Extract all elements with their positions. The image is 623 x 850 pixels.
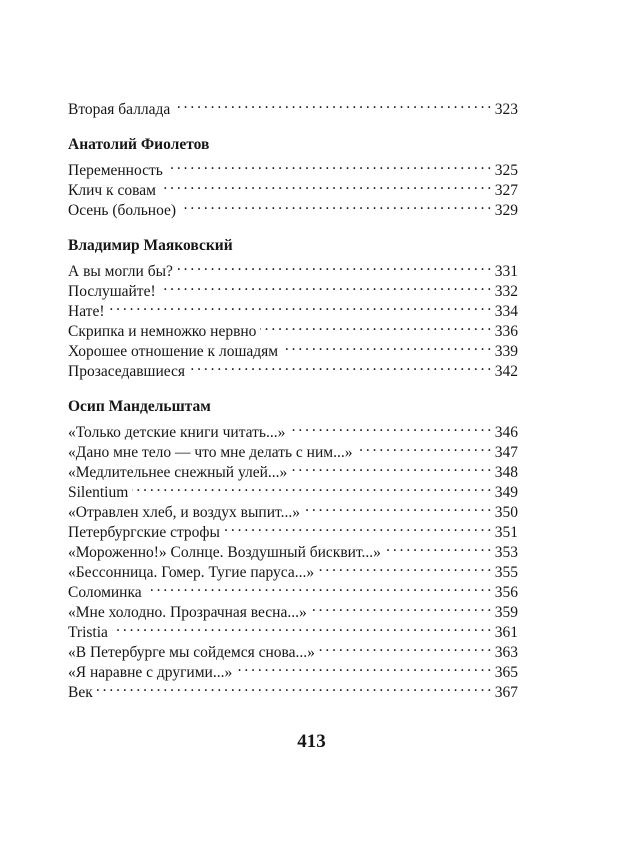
toc-entry-title: Хорошее отношение к лошадям [68,343,279,360]
toc-entry-page: 350 [494,504,518,521]
dot-leader [311,597,491,617]
toc-entry-title: Осень (больное) [68,202,177,219]
toc-entry-page: 365 [494,664,518,681]
toc-entry [68,155,518,179]
toc-entry-page: 361 [494,624,518,641]
dot-leader [282,336,491,356]
toc-entry-title: Клич к совам [68,182,156,199]
toc-entry-title: «Отравлен хлеб, и воздух выпит...» [68,504,300,521]
dot-leader [174,94,490,114]
table-of-contents [68,94,518,701]
toc-entry-page: 325 [494,162,518,179]
dot-leader [132,477,490,497]
dot-leader [112,617,491,637]
toc-entry-title: «Бессонница. Гомер. Тугие паруса...» [68,564,315,581]
dot-leader [291,457,490,477]
toc-entry [68,256,518,280]
toc-entry [68,296,518,320]
toc-entry-page: 363 [494,644,518,661]
toc-entry-title: Петербургские строфы [68,524,220,541]
dot-leader [167,155,491,175]
toc-entry-title: Послушайте! [68,283,156,300]
toc-entry-page: 339 [494,343,518,360]
toc-entry-page: 349 [494,484,518,501]
toc-entry-page: 355 [494,564,518,581]
toc-entry-page: 332 [494,283,518,300]
dot-leader [236,657,491,677]
dot-leader [109,296,491,316]
dot-leader [304,497,491,517]
toc-entry [68,417,518,441]
toc-entry [68,617,518,641]
toc-entry-title: Скрипка и немножко нервно [68,323,257,340]
toc-section [68,94,518,118]
toc-entry-title: Silentium [68,484,129,501]
toc-section [68,135,518,219]
toc-entry-page: 331 [494,263,518,280]
toc-entry [68,94,518,118]
toc-entry [68,477,518,501]
toc-entry [68,637,518,661]
toc-entry-page: 334 [494,303,518,320]
toc-entry-page: 351 [494,524,518,541]
toc-entry-title: Прозаседавшиеся [68,363,186,380]
dot-leader [318,557,491,577]
toc-entry-title: Век [68,684,93,701]
dot-leader [180,195,491,215]
toc-entry-title: «Только детские книги читать...» [68,424,286,441]
toc-section [68,397,518,701]
toc-entry-title: «Я наравне с другими...» [68,664,233,681]
toc-entry-page: 342 [494,363,518,380]
toc-entry-page: 367 [494,684,518,701]
toc-entry-title: Tristia [68,624,108,641]
toc-entry-title: «Мороженно!» Солнце. Воздушный бисквит...» [68,544,381,561]
dot-leader [385,537,491,557]
toc-entry-page: 336 [494,323,518,340]
dot-leader [356,437,490,457]
toc-entry-page: 359 [494,604,518,621]
toc-entry-title: «Мне холодно. Прозрачная весна...» [68,604,307,621]
dot-leader [289,417,490,437]
toc-entry-title: Вторая баллада [68,101,171,118]
author-heading: Владимир Маяковский [68,237,233,254]
toc-entry [68,497,518,521]
toc-entry-title: «Медлительнее снежный улей...» [68,464,288,481]
toc-entry-page: 353 [494,544,518,561]
author-heading: Осип Мандельштам [68,398,211,415]
toc-entry-page: 323 [494,101,518,118]
toc-entry-page: 356 [494,584,518,601]
toc-entry-page: 346 [494,424,518,441]
toc-entry-page: 347 [494,444,518,461]
author-heading: Анатолий Фиолетов [68,136,210,153]
dot-leader [189,356,491,376]
dot-leader [224,517,491,537]
toc-entry-title: «В Петербурге мы сойдемся снова...» [68,644,315,661]
toc-entry-page: 329 [494,202,518,219]
dot-leader [260,316,490,336]
dot-leader [160,276,491,296]
toc-entry [68,677,518,701]
toc-entry-page: 327 [494,182,518,199]
toc-entry-title: Нате! [68,303,105,320]
toc-entry-page: 348 [494,464,518,481]
toc-entry-title: «Дано мне тело — что мне делать с ним...» [68,444,353,461]
dot-leader [319,637,491,657]
toc-entry-title: А вы могли бы? [68,263,173,280]
toc-entry [68,316,518,340]
dot-leader [160,175,491,195]
toc-entry-title: Соломинка [68,584,142,601]
dot-leader [146,577,491,597]
dot-leader [177,256,491,276]
toc-entry-title: Переменность [68,162,163,179]
dot-leader [97,677,491,697]
toc-section [68,236,518,380]
page-number: 413 [297,731,326,752]
